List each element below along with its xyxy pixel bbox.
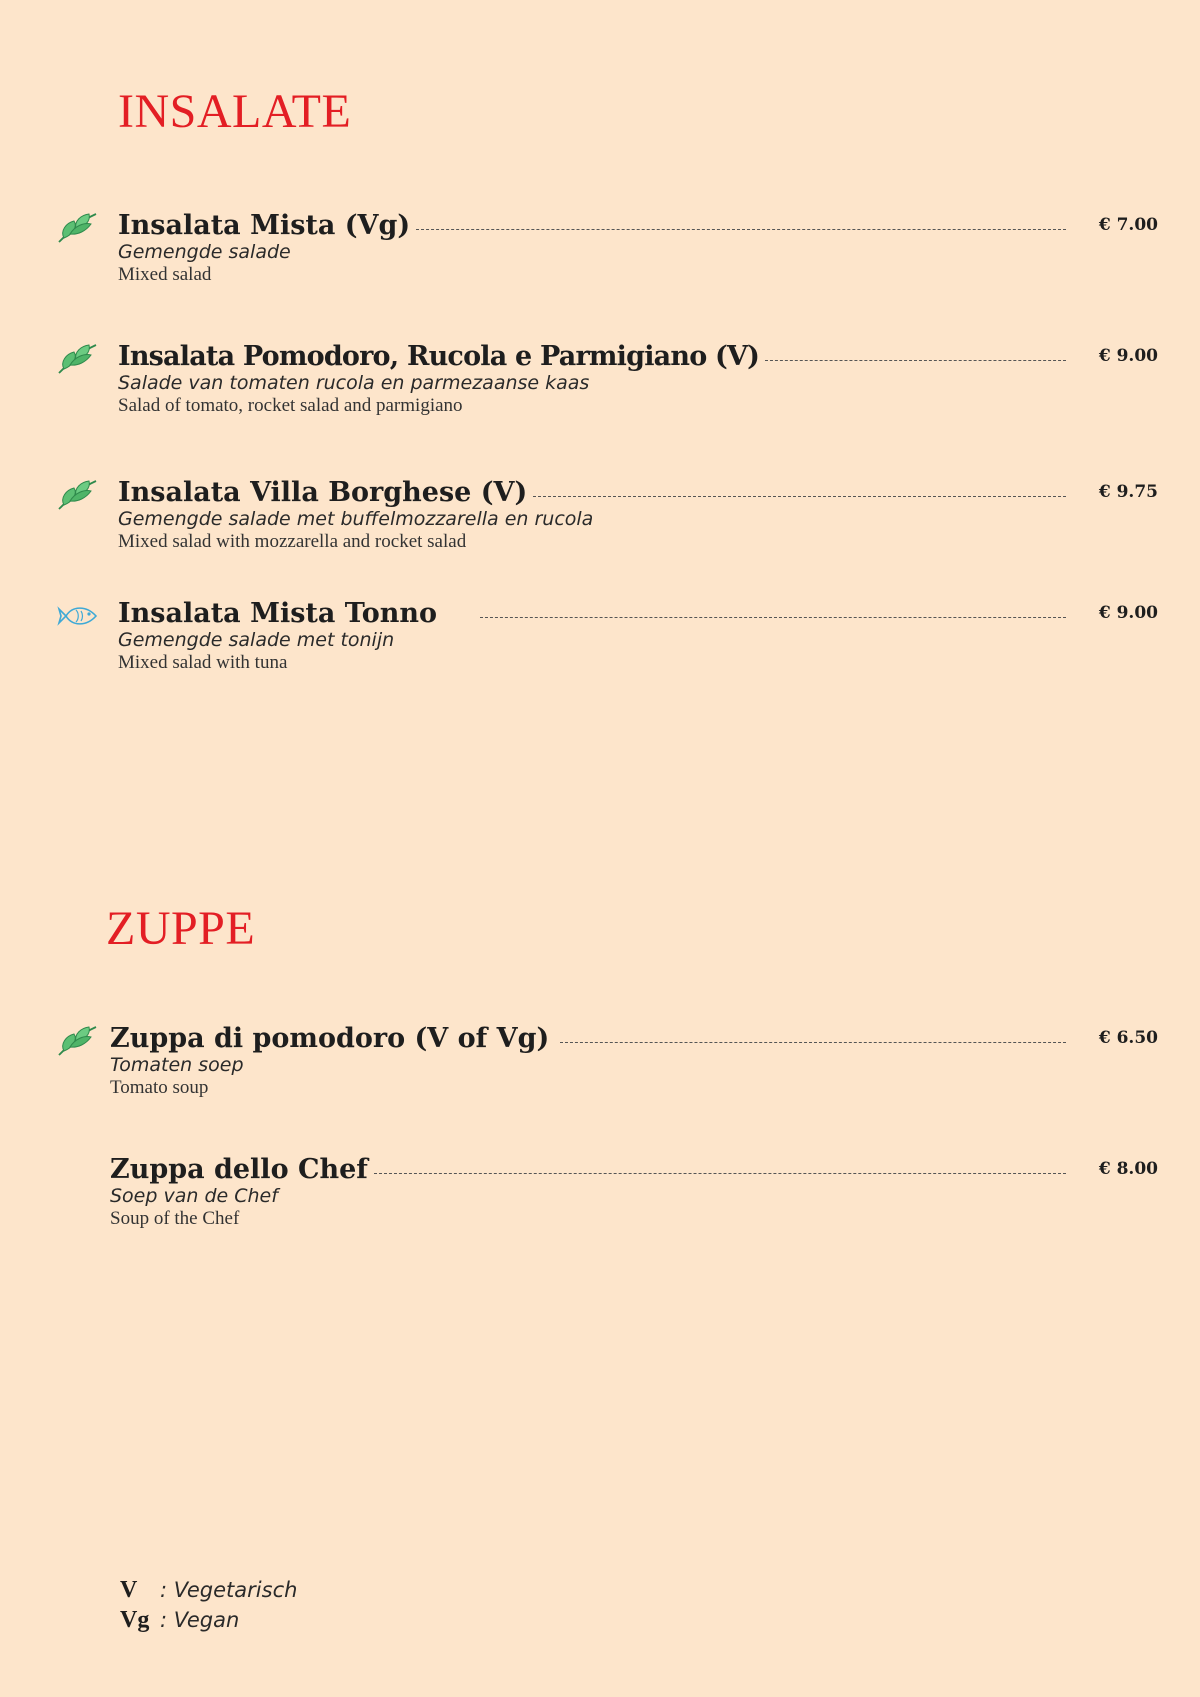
item-description-nl: Salade van tomaten rucola en parmezaanse kaas xyxy=(118,372,590,394)
item-price: € 6.50 xyxy=(1098,1028,1158,1048)
item-description-en: Mixed salad with tuna xyxy=(118,652,288,673)
item-description-en: Tomato soup xyxy=(110,1077,209,1098)
item-description-en: Salad of tomato, rocket salad and parmigiano xyxy=(118,395,463,416)
item-description-nl: Gemengde salade met buffelmozzarella en rucola xyxy=(118,508,594,530)
item-name: Insalata Villa Borghese (V) xyxy=(118,477,528,508)
leaf-icon xyxy=(56,340,100,378)
menu-item xyxy=(118,476,1158,553)
dotted-leader xyxy=(533,496,1066,497)
item-name: Insalata Mista Tonno xyxy=(118,598,438,629)
item-description-nl: Tomaten soep xyxy=(110,1054,244,1076)
item-price: € 9.00 xyxy=(1098,346,1158,366)
item-price: € 9.00 xyxy=(1098,603,1158,623)
item-name: Zuppa dello Chef xyxy=(110,1154,368,1185)
item-name: Insalata Pomodoro, Rucola e Parmigiano (V) xyxy=(118,341,760,372)
menu-item xyxy=(110,1022,1158,1099)
item-name: Zuppa di pomodoro (V of Vg) xyxy=(110,1023,550,1054)
leaf-icon xyxy=(56,1022,100,1060)
item-description-en: Mixed salad xyxy=(118,264,212,285)
dotted-leader xyxy=(480,617,1066,618)
legend-entry xyxy=(120,1605,239,1635)
item-description-en: Mixed salad with mozzarella and rocket salad xyxy=(118,531,467,552)
dotted-leader xyxy=(765,360,1066,361)
item-description-en: Soup of the Chef xyxy=(110,1208,240,1229)
legend-symbol: V xyxy=(120,1577,138,1603)
dotted-leader xyxy=(374,1173,1066,1174)
item-price: € 9.75 xyxy=(1098,482,1158,502)
legend-meaning: : Vegan xyxy=(160,1608,240,1632)
menu-item xyxy=(118,340,1158,417)
legend-symbol: Vg xyxy=(120,1607,150,1633)
leaf-icon xyxy=(56,209,100,247)
section-title-insalate: INSALATE xyxy=(118,85,352,138)
item-name: Insalata Mista (Vg) xyxy=(118,210,411,241)
legend-meaning: : Vegetarisch xyxy=(160,1578,298,1602)
legend-entry xyxy=(120,1575,297,1605)
item-description-nl: Soep van de Chef xyxy=(110,1185,278,1207)
item-price: € 8.00 xyxy=(1098,1159,1158,1179)
item-description-nl: Gemengde salade met tonijn xyxy=(118,629,395,651)
leaf-icon xyxy=(56,476,100,514)
item-description-nl: Gemengde salade xyxy=(118,241,291,263)
section-title-zuppe: ZUPPE xyxy=(106,902,256,955)
dotted-leader xyxy=(560,1042,1066,1043)
menu-item xyxy=(118,209,1158,286)
dotted-leader xyxy=(416,229,1066,230)
item-price: € 7.00 xyxy=(1098,215,1158,235)
menu-item xyxy=(110,1153,1158,1230)
menu-item xyxy=(118,597,1158,674)
fish-icon xyxy=(56,597,100,635)
